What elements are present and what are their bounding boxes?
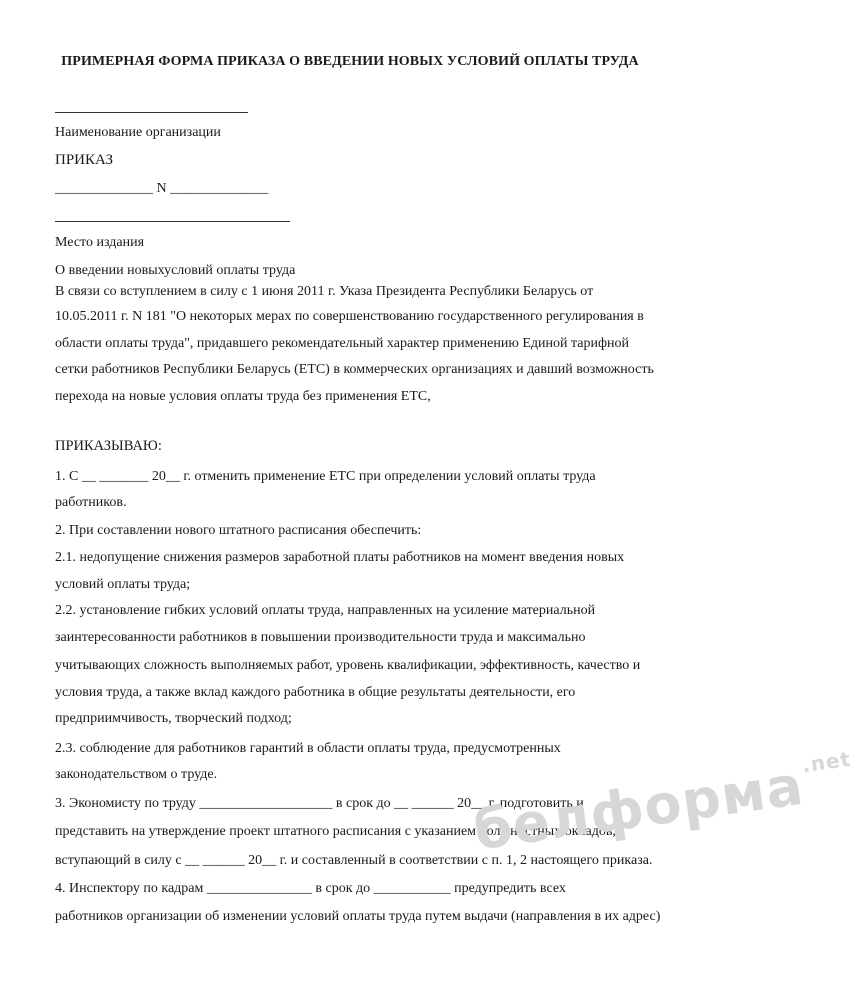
order-item-line: условий оплаты труда; — [55, 577, 191, 592]
preamble-line: области оплаты труда", придавшего рекомендательный характер применению Единой тарифной — [55, 336, 630, 351]
document-title: ПРИМЕРНАЯ ФОРМА ПРИКАЗА О ВВЕДЕНИИ НОВЫХ УСЛОВИЙ ОПЛАТЫ ТРУДА — [61, 54, 639, 69]
order-item-line: 2. При составлении нового штатного расписания обеспечить: — [55, 523, 422, 538]
order-heading: ПРИКАЗЫВАЮ: — [55, 438, 162, 454]
order-item-line: 2.1. недопущение снижения размеров заработной платы работников на момент введения новых — [55, 550, 625, 565]
order-item-line: предприимчивость, творческий подход; — [55, 711, 292, 726]
organization-name-line — [55, 112, 248, 113]
watermark-suffix: .net — [800, 746, 853, 778]
order-item-line: заинтересованности работников в повышении производительности труда и максимально — [55, 630, 586, 645]
order-item-line: учитывающих сложность выполняемых работ, уровень квалификации, эффективность, качество и — [55, 658, 641, 673]
order-subject: О введении новыхусловий оплаты труда — [55, 263, 296, 278]
place-of-issue-line — [55, 221, 290, 222]
order-item-line: работников организации об изменении условий оплаты труда путем выдачи (направления в их адрес) — [55, 909, 661, 924]
order-item-line: 4. Инспектору по кадрам _______________ в срок до ___________ предупредить всех — [55, 881, 566, 896]
organization-label: Наименование организации — [55, 125, 221, 140]
order-item-line: 1. С __ _______ 20__ г. отменить применение ЕТС при определении условий оплаты труда — [55, 469, 596, 484]
order-word: ПРИКАЗ — [55, 152, 113, 168]
order-item-line: 2.3. соблюдение для работников гарантий в области оплаты труда, предусмотренных — [55, 741, 561, 756]
order-item-line: вступающий в силу с __ ______ 20__ г. и составленный в соответствии с п. 1, 2 настоящего приказа. — [55, 853, 653, 868]
date-number-field: ______________ N ______________ — [55, 181, 269, 196]
place-of-issue-label: Место издания — [55, 235, 145, 250]
preamble-line: сетки работников Республики Беларусь (ЕТС) в коммерческих организациях и давший возможность — [55, 362, 654, 377]
preamble-line: 10.05.2011 г. N 181 "О некоторых мерах по совершенствованию государственного регулирования в — [55, 309, 644, 324]
watermark-text: белформа — [470, 753, 808, 863]
order-item-line: работников. — [55, 495, 127, 510]
order-item-line: условия труда, а также вклад каждого работника в общие результаты деятельности, его — [55, 685, 576, 700]
preamble-line: В связи со вступлением в силу с 1 июня 2011 г. Указа Президента Республики Беларусь от — [55, 284, 594, 299]
order-item-line: 2.2. установление гибких условий оплаты труда, направленных на усиление материальной — [55, 603, 596, 618]
order-item-line: представить на утверждение проект штатного расписания с указанием должностных окладов, — [55, 824, 616, 839]
order-item-line: 3. Экономисту по труду ___________________ в срок до __ ______ 20__ г. подготовить и — [55, 796, 584, 811]
preamble-line: перехода на новые условия оплаты труда без применения ЕТС, — [55, 389, 431, 404]
order-item-line: законодательством о труде. — [55, 767, 218, 782]
